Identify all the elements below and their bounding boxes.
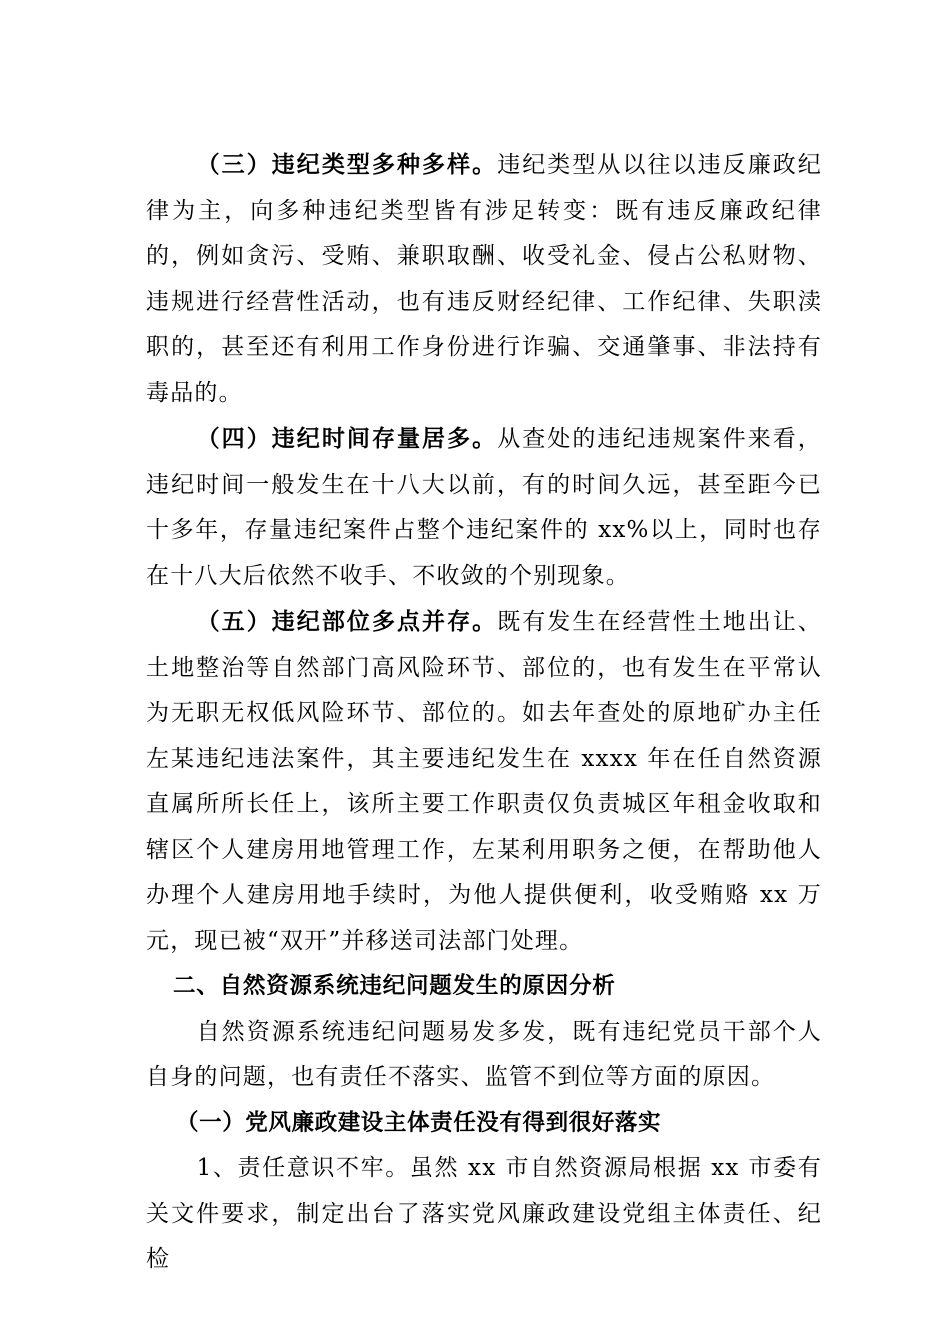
subsection-heading: （一）党风廉政建设主体责任没有得到很好落实 (176, 1109, 662, 1136)
paragraph-violation-types (146, 142, 822, 416)
paragraph-lead: （五）违纪部位多点并存。 (196, 608, 498, 635)
paragraph-text: 违纪类型从以往以违反廉政纪律为主，向多种违纪类型皆有涉足转变：既有违反廉政纪律的，例如贪污、受贿、兼职取酬、收受礼金、侵占公私财物、违规进行经营性活动，也有违反财经纪律、工作纪律、失职渎职的，甚至还有利用工作身份进行诈骗、交通肇事、非法持有毒品的。 (146, 152, 822, 406)
paragraph-text: 从查处的违纪违规案件来看，违纪时间一般发生在十八大以前，有的时间久远，甚至距今已十多年，存量违纪案件占整个违纪案件的 xx%以上，同时也存在十八大后依然不收手、不收敛的个别现象。 (146, 426, 822, 589)
paragraph-violation-time (146, 416, 822, 599)
paragraph-violation-positions (146, 599, 822, 964)
item-paragraph: 1、责任意识不牢。虽然 xx 市自然资源局根据 xx 市委有关文件要求，制定出台了落实党风廉政建设党组主体责任、纪检 (146, 1155, 822, 1272)
paragraph-lead: （四）违纪时间存量居多。 (196, 425, 498, 452)
section-heading: 二、自然资源系统违纪问题发生的原因分析 (173, 973, 616, 999)
document-body (146, 142, 822, 1283)
paragraph-lead: （三）违纪类型多种多样。 (196, 151, 498, 178)
section-intro-paragraph: 自然资源系统违纪问题易发多发，既有违纪党员干部个人自身的问题，也有责任不落实、监管不到位等方面的原因。 (146, 1018, 822, 1090)
paragraph-text: 既有发生在经营性土地出让、土地整治等自然部门高风险环节、部位的，也有发生在平常认为无职无权低风险环节、部位的。如去年查处的原地矿办主任左某违纪违法案件，其主要违纪发生在 xxxx 年在任自然资源直属所所长任上，该所主要工作职责仅负责城区年租金收取和辖区个人建房用地管理工作，左某利用职务之便，在帮助他人办理个人建房用地手续时，为他人提供便利，收受贿赂 xx 万元，现已被“双开”并移送司法部门处理。 (146, 609, 822, 954)
